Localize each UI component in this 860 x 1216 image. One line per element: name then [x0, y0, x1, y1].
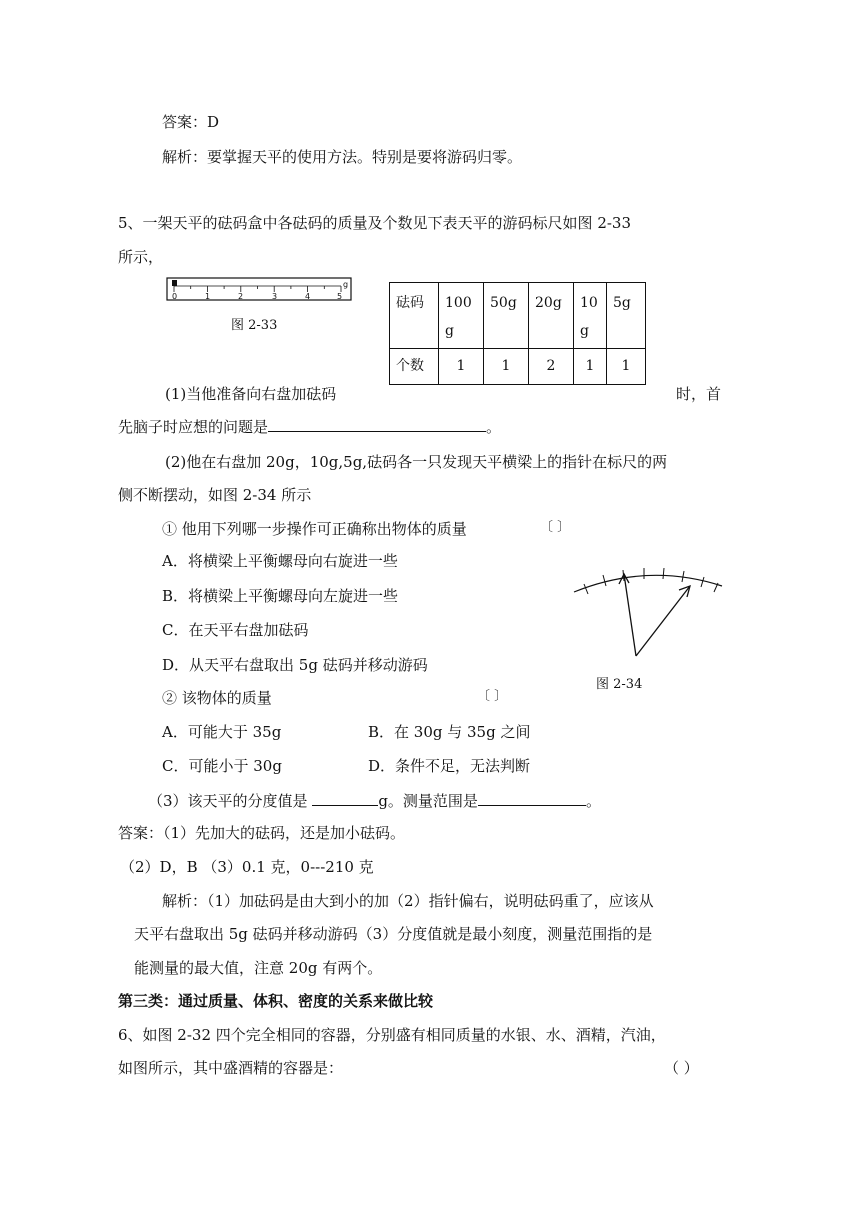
- option-a2: A．可能大于 35g: [162, 723, 282, 741]
- answer-line: 答案：D: [162, 113, 220, 131]
- q6-answer-paren: （ ）: [664, 1059, 699, 1077]
- q5-part1-line1: (1)当他准备向右盘加砝码: [165, 385, 337, 403]
- section-heading: 第三类：通过质量、体积、密度的关系来做比较: [118, 992, 434, 1010]
- option-b: B．将横梁上平衡螺母向左旋进一些: [162, 587, 399, 605]
- q6-text-line2: 如图所示，其中盛酒精的容器是：: [118, 1059, 344, 1077]
- option-c: C．在天平右盘加砝码: [162, 621, 309, 639]
- ruler-tick-label: 3: [272, 292, 278, 301]
- q5-explanation-line1: 解析：（1）加砝码是由大到小的加（2）指针偏右，说明砝码重了，应该从: [162, 892, 654, 910]
- q5-part1-line2: [118, 416, 501, 437]
- q5-text-line1: 5、一架天平的砝码盒中各砝码的质量及个数见下表天平的游码标尺如图 2-33: [118, 214, 632, 232]
- q5-part1-prompt: 先脑子时应想的问题是: [118, 418, 269, 436]
- table-cell: 5g: [607, 283, 646, 349]
- figure-2-34-caption: 图 2-34: [596, 677, 643, 692]
- pointer-swing-figure: [568, 560, 728, 668]
- q5-sub2-paren: 〔 〕: [477, 689, 508, 704]
- table-cell: 1: [484, 349, 529, 385]
- q5-sub1: ① 他用下列哪一步操作可正确称出物体的质量: [162, 520, 467, 538]
- table-cell: 砝码: [390, 283, 439, 349]
- pointer-arrows: [619, 574, 690, 656]
- ruler-tick-label: 0: [172, 292, 178, 301]
- table-cell: 50g: [484, 283, 529, 349]
- table-cell: 个数: [390, 349, 439, 385]
- q5-sub1-paren: 〔 〕: [540, 520, 571, 535]
- answer-blank[interactable]: [478, 790, 586, 806]
- ruler-unit-label: g: [343, 280, 349, 289]
- answer-blank[interactable]: [268, 416, 486, 432]
- ruler-tick-label: 2: [238, 292, 244, 301]
- rider-marker: [172, 280, 177, 286]
- ruler-tick-label: 5: [337, 292, 343, 301]
- q5-text-line2: 所示，: [118, 248, 164, 266]
- table-cell: 10g: [574, 283, 607, 349]
- ruler-tick-label: 4: [305, 292, 311, 301]
- option-b2: B．在 30g 与 35g 之间: [368, 723, 531, 741]
- q5-part2-line2: 侧不断摆动，如图 2-34 所示: [118, 486, 312, 504]
- q6-text-line1: 6、如图 2-32 四个完全相同的容器，分别盛有相同质量的水银、水、酒精，汽油，: [118, 1026, 666, 1044]
- table-cell: 1: [439, 349, 484, 385]
- weights-table: [389, 282, 646, 385]
- table-cell: 20g: [529, 283, 574, 349]
- q5-explanation-line2: 天平右盘取出 5g 砝码并移动游码（3）分度值就是最小刻度，测量范围指的是: [134, 925, 653, 943]
- period: 。: [585, 792, 601, 810]
- table-row: [390, 283, 646, 349]
- table-cell: 1: [574, 349, 607, 385]
- analysis-line: 解析：要掌握天平的使用方法。特别是要将游码归零。: [162, 148, 523, 166]
- q5-part1-line1-end: 时，首: [676, 385, 722, 403]
- answer-blank[interactable]: [312, 790, 378, 806]
- q5-sub2: ② 该物体的质量: [162, 689, 272, 707]
- table-row: [390, 349, 646, 385]
- q5-part3-mid: g。测量范围是: [378, 792, 478, 810]
- q5-part3: [148, 790, 601, 811]
- period: 。: [486, 418, 502, 436]
- rider-scale-figure: [165, 276, 355, 304]
- q5-part2-line1: (2)他在右盘加 20g，10g,5g,砝码各一只发现天平横梁上的指针在标尺的两: [165, 453, 668, 471]
- table-cell: 100g: [439, 283, 484, 349]
- option-d2: D．条件不足，无法判断: [368, 757, 531, 775]
- table-cell: 2: [529, 349, 574, 385]
- figure-2-33-caption: 图 2-33: [231, 318, 278, 333]
- q5-part3-prompt: （3）该天平的分度值是: [148, 792, 308, 810]
- option-c2: C．可能小于 30g: [162, 757, 282, 775]
- q5-answer-line2: （2）D，B （3）0.1 克，0---210 克: [120, 858, 374, 876]
- ruler-tick-label: 1: [205, 292, 211, 301]
- option-d: D．从天平右盘取出 5g 砝码并移动游码: [162, 656, 428, 674]
- table-cell: 1: [607, 349, 646, 385]
- option-a: A．将横梁上平衡螺母向右旋进一些: [162, 552, 398, 570]
- q5-explanation-line3: 能测量的最大值，注意 20g 有两个。: [134, 959, 383, 977]
- q5-answer-line1: 答案：（1）先加大的砝码，还是加小砝码。: [118, 824, 406, 842]
